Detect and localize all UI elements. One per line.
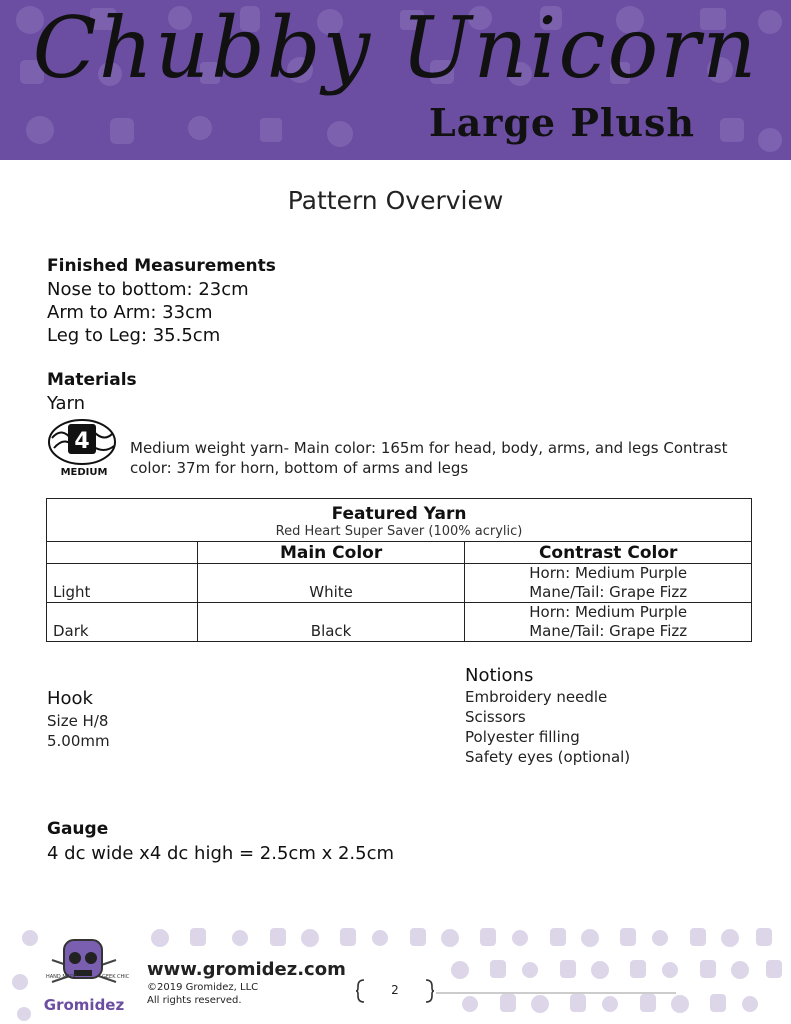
table-subtitle: Red Heart Super Saver (100% acrylic) <box>275 523 523 539</box>
notion-item: Scissors <box>465 708 526 726</box>
yarn-weight-number: 4 <box>74 429 90 454</box>
notions-heading: Notions <box>465 665 534 686</box>
table-title: Featured Yarn <box>331 503 467 524</box>
contrast-horn: Horn: Medium Purple <box>529 564 688 582</box>
contrast-horn: Horn: Medium Purple <box>529 603 688 621</box>
contrast-color-cell <box>465 603 752 642</box>
logo-geek-chic: GEEK CHIC <box>102 974 130 980</box>
materials-heading: Materials <box>47 370 137 390</box>
hook-heading: Hook <box>47 688 93 709</box>
gauge-text: 4 dc wide x4 dc high = 2.5cm x 2.5cm <box>47 843 395 864</box>
yarn-weight-label: MEDIUM <box>60 467 108 478</box>
yarn-label: Yarn <box>47 393 86 414</box>
yarn-description: Medium weight yarn- Main color: 165m for head, body, arms, and legs Contrast color: 37m for horn, bottom of arms and legs <box>130 439 728 477</box>
gromidez-logo <box>34 932 134 1020</box>
table-row <box>47 564 752 603</box>
row-label: Light <box>47 564 198 603</box>
contrast-color-cell <box>465 564 752 603</box>
page-number: 2 <box>391 983 399 997</box>
gauge-heading: Gauge <box>47 819 109 839</box>
table-row <box>47 603 752 642</box>
table-header <box>47 499 752 542</box>
measurements-heading: Finished Measurements <box>47 256 276 276</box>
rights-line: All rights reserved. <box>147 995 242 1006</box>
hook-item: Size H/8 <box>47 712 109 730</box>
hook-item: 5.00mm <box>47 732 110 750</box>
measurement-item: Arm to Arm: 33cm <box>47 302 213 323</box>
contrast-mane: Mane/Tail: Grape Fizz <box>529 583 688 601</box>
logo-wordmark: Gromidez <box>43 996 125 1014</box>
measurement-item: Leg to Leg: 35.5cm <box>47 325 221 346</box>
notion-item: Polyester filling <box>465 728 580 746</box>
row-label: Dark <box>47 603 198 642</box>
main-color-cell: White <box>197 564 465 603</box>
copyright-line: ©2019 Gromidez, LLC <box>147 982 259 993</box>
banner-title: Chubby Unicorn <box>32 0 759 97</box>
website-link[interactable]: www.gromidez.com <box>147 959 346 980</box>
notion-item: Embroidery needle <box>465 688 608 706</box>
copyright <box>147 981 258 1007</box>
featured-yarn-table <box>46 498 752 642</box>
header-banner <box>0 0 791 160</box>
main-color-cell: Black <box>197 603 465 642</box>
contrast-mane: Mane/Tail: Grape Fizz <box>529 622 688 640</box>
logo-hand-made: HAND MADE <box>46 974 78 980</box>
page-title: Pattern Overview <box>287 186 504 215</box>
measurement-item: Nose to bottom: 23cm <box>47 279 249 300</box>
column-header-empty <box>47 542 198 564</box>
notion-item: Safety eyes (optional) <box>465 748 631 766</box>
banner-subtitle: Large Plush <box>429 100 695 145</box>
column-header-contrast: Contrast Color <box>465 542 752 564</box>
yarn-weight-icon <box>48 418 120 478</box>
column-header-main: Main Color <box>197 542 465 564</box>
